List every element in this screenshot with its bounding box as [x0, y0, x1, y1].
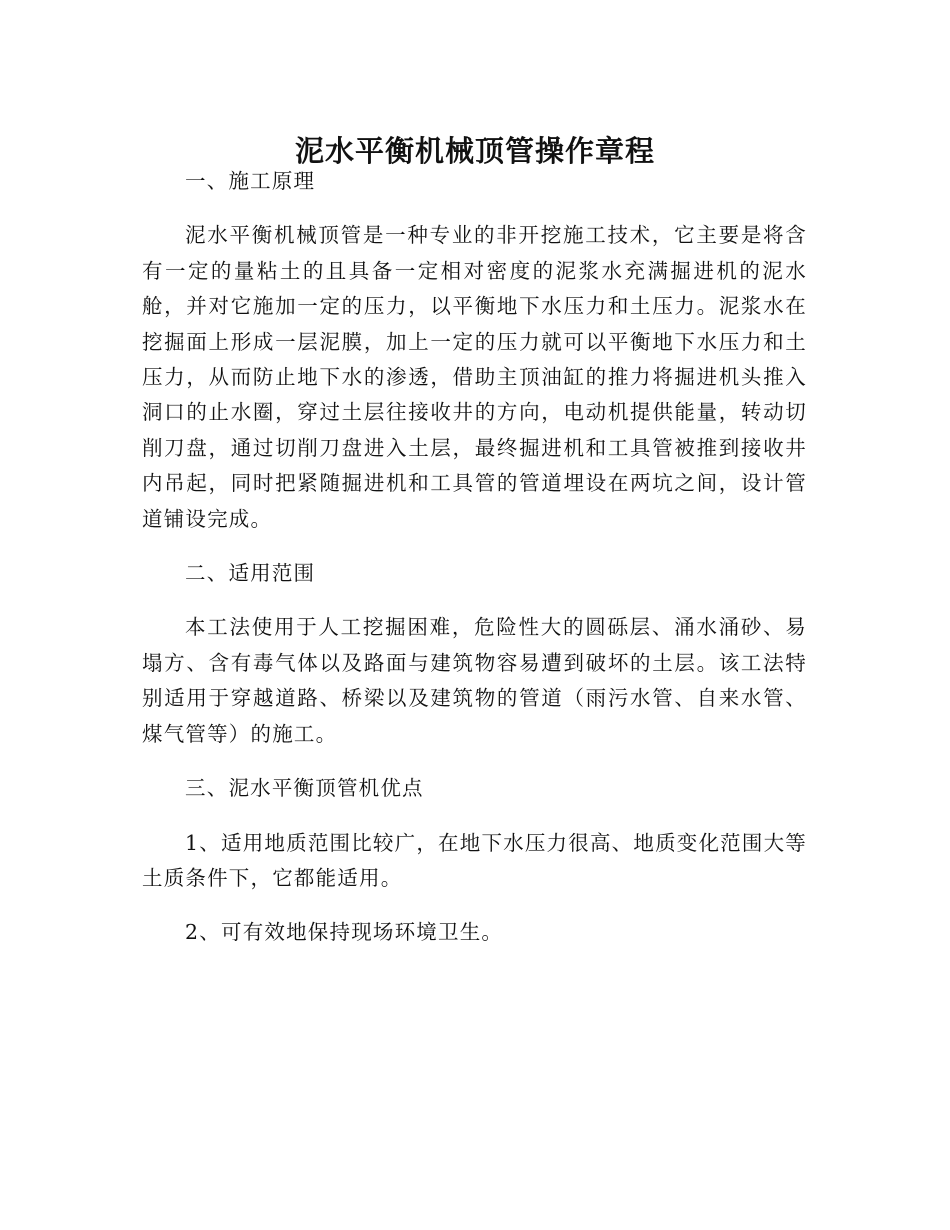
- section-paragraph-scope: 本工法使用于人工挖掘困难，危险性大的圆砾层、涌水涌砂、易塌方、含有毒气体以及路面与建筑物容易遭到破坏的土层。该工法特别适用于穿越道路、桥梁以及建筑物的管道（雨污水管、自来水管、煤气管等）的施工。: [142, 615, 807, 746]
- page-title: 泥水平衡机械顶管操作章程: [294, 134, 655, 169]
- section-heading-scope: 二、适用范围: [185, 561, 316, 586]
- section-heading-advantages: 三、泥水平衡顶管机优点: [185, 776, 424, 801]
- section-paragraph-principle: 泥水平衡机械顶管是一种专业的非开挖施工技术，它主要是将含有一定的量粘土的且具备一定相对密度的泥浆水充满掘进机的泥水舱，并对它施加一定的压力，以平衡地下水压力和土压力。泥浆水在挖掘面上形成一层泥膜，加上一定的压力就可以平衡地下水压力和土压力，从而防止地下水的渗透，借助主顶油缸的推力将掘进机头推入洞口的止水圈，穿过土层往接收井的方向，电动机提供能量，转动切削刀盘，通过切削刀盘进入土层，最终掘进机和工具管被推到接收井内吊起，同时把紧随掘进机和工具管的管道埋设在两坑之间，设计管道铺设完成。: [142, 223, 807, 531]
- advantage-item-1: 1、适用地质范围比较广，在地下水压力很高、地质变化范围大等土质条件下，它都能适用。: [142, 830, 807, 890]
- advantage-item-2: 2、可有效地保持现场环境卫生。: [185, 920, 504, 945]
- section-heading-principle: 一、施工原理: [185, 169, 316, 193]
- document-body: [142, 164, 807, 951]
